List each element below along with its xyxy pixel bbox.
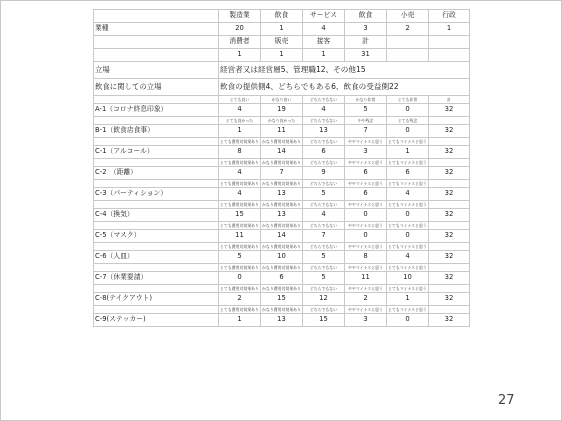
scale-label-cell: ややマイナスと思う — [345, 306, 387, 314]
item-value-cell: 2 — [219, 293, 261, 306]
item-value-cell: 7 — [303, 230, 345, 243]
item-value-cell: 4 — [219, 167, 261, 180]
page-number: 27 — [498, 393, 515, 408]
industry-value-cell — [387, 49, 429, 62]
item-scale-row — [94, 243, 470, 251]
industry-value-cell: 1 — [261, 49, 303, 62]
blank-cell — [94, 201, 219, 209]
scale-label-cell: どちらでもない — [303, 243, 345, 251]
item-label: C-7（休業要請） — [94, 272, 219, 285]
item-value-cell: 6 — [345, 167, 387, 180]
item-value-cell: 13 — [303, 125, 345, 138]
blank-cell — [94, 117, 219, 125]
scale-label-cell: とても費用対効果あり — [220, 285, 259, 291]
item-scale-row — [94, 306, 470, 314]
scale-label-cell — [429, 159, 470, 167]
scale-label-cell: かなり費用対効果あり — [262, 180, 301, 186]
item-value-cell: 4 — [387, 251, 429, 264]
item-label: C-9(ステッカー) — [94, 314, 219, 327]
item-label: C-5（マスク） — [94, 230, 219, 243]
blank-cell — [94, 243, 219, 251]
item-row — [94, 272, 470, 285]
item-value-cell: 15 — [303, 314, 345, 327]
industry-header-row-2 — [94, 36, 470, 49]
item-value-cell: 0 — [387, 125, 429, 138]
item-label: C-2 （距離） — [94, 167, 219, 180]
blank-cell — [94, 159, 219, 167]
item-value-cell: 3 — [345, 146, 387, 159]
item-label: C-1（アルコール） — [94, 146, 219, 159]
industry-header-cell — [387, 36, 429, 49]
item-row — [94, 146, 470, 159]
item-value-cell: 2 — [345, 293, 387, 306]
item-row — [94, 167, 470, 180]
item-value-cell: 32 — [429, 167, 470, 180]
industry-header-cell: 行政 — [429, 10, 470, 23]
item-row — [94, 230, 470, 243]
scale-label-cell — [429, 201, 470, 209]
item-label: C-4（換気） — [94, 209, 219, 222]
blank-cell — [94, 264, 219, 272]
item-row — [94, 314, 470, 327]
scale-label-cell: とても費用対効果あり — [220, 264, 259, 270]
item-row — [94, 293, 470, 306]
industry-value-cell — [429, 49, 470, 62]
scale-label-cell: ややマイナスと思う — [345, 264, 387, 272]
scale-label-cell: とてもマイナスと思う — [388, 159, 427, 165]
item-value-cell: 0 — [387, 104, 429, 117]
scale-label-cell: とてもマイナスと思う — [388, 201, 427, 207]
item-value-cell: 32 — [429, 146, 470, 159]
industry-value-cell: 1 — [261, 23, 303, 36]
blank-cell — [94, 138, 219, 146]
item-value-cell: 6 — [303, 146, 345, 159]
item-label: C-8(テイクアウト) — [94, 293, 219, 306]
industry-header-cell — [429, 36, 470, 49]
item-value-cell: 32 — [429, 104, 470, 117]
industry-value-cell: 2 — [387, 23, 429, 36]
industry-header-row — [94, 10, 470, 23]
scale-label-cell: かなり費用対効果あり — [262, 285, 301, 291]
scale-label-cell: どちらでもない — [303, 138, 345, 146]
scale-label-cell: ややマイナスと思う — [345, 243, 387, 251]
scale-label-cell — [429, 285, 470, 293]
item-value-cell: 6 — [387, 167, 429, 180]
scale-label-cell: どちらでもない — [303, 201, 345, 209]
item-value-cell: 5 — [303, 272, 345, 285]
scale-label-cell — [429, 264, 470, 272]
item-value-cell: 5 — [303, 251, 345, 264]
item-scale-row — [94, 117, 470, 125]
scale-label-cell: やや残念 — [345, 117, 387, 125]
scale-label-cell — [429, 117, 470, 125]
item-value-cell: 32 — [429, 251, 470, 264]
scale-header-cell: どちらでもない — [303, 96, 345, 104]
blank-cell — [94, 285, 219, 293]
stance-label: 飲食に関しての立場 — [94, 79, 219, 96]
scale-label-cell: かなり費用対効果あり — [262, 243, 301, 249]
item-value-cell: 9 — [303, 167, 345, 180]
scale-label-cell: ややマイナスと思う — [345, 201, 387, 209]
item-value-cell: 32 — [429, 314, 470, 327]
scale-label-cell: とても費用対効果あり — [220, 138, 259, 144]
item-value-cell: 15 — [261, 293, 303, 306]
item-scale-row — [94, 285, 470, 293]
item-value-cell: 11 — [219, 230, 261, 243]
scale-label-cell: とても残念 — [387, 117, 429, 125]
item-value-cell: 8 — [345, 251, 387, 264]
item-scale-row — [94, 159, 470, 167]
industry-row-label: 業種 — [94, 23, 219, 36]
industry-value-cell: 1 — [219, 49, 261, 62]
scale-label-cell: とてもマイナスと思う — [388, 264, 427, 270]
item-value-cell: 32 — [429, 209, 470, 222]
scale-label-cell: ややマイナスと思う — [345, 222, 387, 230]
industry-value-cell: 4 — [303, 23, 345, 36]
item-value-cell: 1 — [219, 125, 261, 138]
scale-header-cell: 計 — [429, 96, 470, 104]
scale-label-cell: とてもマイナスと思う — [388, 222, 427, 228]
item-value-cell: 11 — [261, 125, 303, 138]
scale-label-cell: どちらでもない — [303, 306, 345, 314]
scale-header-cell: とても非常 — [387, 96, 429, 104]
blank-cell — [94, 96, 219, 104]
item-value-cell: 0 — [219, 272, 261, 285]
item-value-cell: 12 — [303, 293, 345, 306]
item-value-cell: 32 — [429, 125, 470, 138]
survey-table — [93, 9, 470, 327]
item-label: B-1（飲食店食事） — [94, 125, 219, 138]
item-value-cell: 5 — [303, 188, 345, 201]
industry-header-cell: 消費者 — [219, 36, 261, 49]
item-row — [94, 251, 470, 264]
item-value-cell: 32 — [429, 188, 470, 201]
item-value-cell: 4 — [387, 188, 429, 201]
scale-label-cell: とても良かった — [219, 117, 261, 125]
blank-cell — [94, 222, 219, 230]
industry-values-row-2 — [94, 49, 470, 62]
industry-header-cell: 飲食 — [345, 10, 387, 23]
item-value-cell: 1 — [387, 293, 429, 306]
item-value-cell: 0 — [345, 209, 387, 222]
scale-label-cell — [429, 222, 470, 230]
industry-header-cell: サービス — [303, 10, 345, 23]
item-value-cell: 6 — [261, 272, 303, 285]
item-value-cell: 1 — [387, 146, 429, 159]
item-label: C-6（人皿） — [94, 251, 219, 264]
item-value-cell: 15 — [219, 209, 261, 222]
scale-label-cell: どちらでもない — [303, 222, 345, 230]
item-value-cell: 32 — [429, 230, 470, 243]
scale-label-cell: かなり費用対効果あり — [262, 306, 301, 312]
item-value-cell: 7 — [345, 125, 387, 138]
item-row — [94, 125, 470, 138]
item-value-cell: 6 — [345, 188, 387, 201]
item-value-cell: 4 — [219, 188, 261, 201]
stance-text: 飲食の提供側4、どちらでもある6、飲食の受益側22 — [219, 79, 470, 96]
scale-label-cell — [429, 243, 470, 251]
scale-label-cell: とても費用対効果あり — [220, 201, 259, 207]
item-value-cell: 32 — [429, 293, 470, 306]
item-row — [94, 209, 470, 222]
scale-label-cell: どちらでもない — [303, 285, 345, 293]
item-value-cell: 13 — [261, 188, 303, 201]
item-value-cell: 14 — [261, 230, 303, 243]
scale-label-cell: とても費用対効果あり — [220, 180, 259, 186]
item-value-cell: 5 — [345, 104, 387, 117]
item-scale-row — [94, 222, 470, 230]
scale-label-cell: とても費用対効果あり — [220, 243, 259, 249]
industry-values-row — [94, 23, 470, 36]
item-label: A-1（コロナ終息印象） — [94, 104, 219, 117]
industry-header-cell: 接客 — [303, 36, 345, 49]
item-value-cell: 32 — [429, 272, 470, 285]
scale-label-cell: とてもマイナスと思う — [388, 306, 427, 312]
blank-cell — [94, 10, 219, 23]
item-row — [94, 104, 470, 117]
scale-label-cell: とてもマイナスと思う — [388, 138, 427, 144]
item-value-cell: 5 — [219, 251, 261, 264]
scale-label-cell: ややマイナスと思う — [345, 285, 387, 293]
scale-header-cell: とても良い — [219, 96, 261, 104]
item-scale-row — [94, 264, 470, 272]
scale-header-cell: かなり良い — [261, 96, 303, 104]
position-label: 立場 — [94, 62, 219, 79]
scale-label-cell: ややマイナスと思う — [345, 138, 387, 146]
blank-cell — [94, 306, 219, 314]
item-value-cell: 3 — [345, 314, 387, 327]
scale-label-cell: とても費用対効果あり — [220, 222, 259, 228]
item-value-cell: 4 — [303, 209, 345, 222]
scale-label-cell: とてもマイナスと思う — [388, 180, 427, 186]
item-scale-row — [94, 138, 470, 146]
scale-header-cell: かなり非常 — [345, 96, 387, 104]
item-value-cell: 13 — [261, 314, 303, 327]
scale-label-cell: ややマイナスと思う — [345, 159, 387, 167]
industry-header-cell: 製造業 — [219, 10, 261, 23]
item-value-cell: 0 — [345, 230, 387, 243]
industry-header-cell: 販売 — [261, 36, 303, 49]
industry-value-cell: 20 — [219, 23, 261, 36]
scale-label-cell: かなり費用対効果あり — [262, 138, 301, 144]
item-value-cell: 7 — [261, 167, 303, 180]
item-value-cell: 14 — [261, 146, 303, 159]
industry-header-cell: 計 — [345, 36, 387, 49]
item-value-cell: 10 — [261, 251, 303, 264]
item-value-cell: 0 — [387, 314, 429, 327]
blank-cell — [94, 36, 219, 49]
industry-value-cell: 1 — [303, 49, 345, 62]
stance-row — [94, 79, 470, 96]
scale-label-cell: どちらでもない — [303, 117, 345, 125]
item-row — [94, 188, 470, 201]
scale-label-cell — [429, 138, 470, 146]
industry-header-cell: 小売 — [387, 10, 429, 23]
item-label: C-3（パーティション） — [94, 188, 219, 201]
scale-label-cell: かなり費用対効果あり — [262, 159, 301, 165]
scale-label-cell: かなり良かった — [261, 117, 303, 125]
position-text: 経営者又は経営層5、管理職12、その他15 — [219, 62, 470, 79]
item-scale-row — [94, 180, 470, 188]
item-value-cell: 4 — [303, 104, 345, 117]
scale-label-cell: とてもマイナスと思う — [388, 243, 427, 249]
scale-label-cell: かなり費用対効果あり — [262, 201, 301, 207]
scale-label-cell: かなり費用対効果あり — [262, 264, 301, 270]
scale-label-cell — [429, 180, 470, 188]
item-value-cell: 8 — [219, 146, 261, 159]
item-value-cell: 4 — [219, 104, 261, 117]
scale-label-cell: とても費用対効果あり — [220, 306, 259, 312]
blank-cell — [94, 180, 219, 188]
item-value-cell: 0 — [387, 209, 429, 222]
scale-header-row — [94, 96, 470, 104]
scale-label-cell — [429, 306, 470, 314]
item-value-cell: 19 — [261, 104, 303, 117]
industry-header-cell: 飲食 — [261, 10, 303, 23]
position-row — [94, 62, 470, 79]
industry-value-cell: 31 — [345, 49, 387, 62]
blank-cell — [94, 49, 219, 62]
scale-label-cell: ややマイナスと思う — [345, 180, 387, 188]
scale-label-cell: どちらでもない — [303, 159, 345, 167]
scale-label-cell: かなり費用対効果あり — [262, 222, 301, 228]
scale-label-cell: どちらでもない — [303, 180, 345, 188]
scale-label-cell: とてもマイナスと思う — [388, 285, 427, 291]
item-scale-row — [94, 201, 470, 209]
scale-label-cell: とても費用対効果あり — [220, 159, 259, 165]
item-value-cell: 11 — [345, 272, 387, 285]
industry-value-cell: 1 — [429, 23, 470, 36]
item-value-cell: 1 — [219, 314, 261, 327]
item-value-cell: 13 — [261, 209, 303, 222]
item-value-cell: 0 — [387, 230, 429, 243]
industry-value-cell: 3 — [345, 23, 387, 36]
scale-label-cell: どちらでもない — [303, 264, 345, 272]
item-value-cell: 10 — [387, 272, 429, 285]
